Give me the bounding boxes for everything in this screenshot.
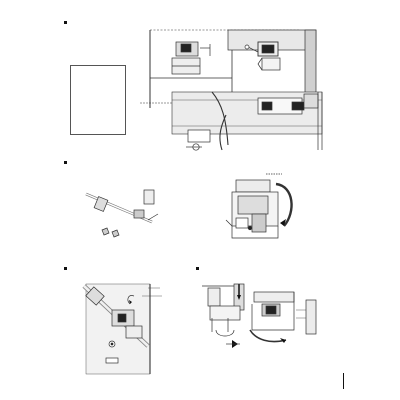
footer-bar xyxy=(343,373,344,389)
s1-drawing xyxy=(140,30,322,150)
section-header-4 xyxy=(196,266,201,272)
section-header-3 xyxy=(64,266,69,272)
bullet-icon xyxy=(196,267,199,270)
s3-drawing xyxy=(84,284,162,374)
bullet-icon xyxy=(64,267,67,270)
s4-drawing xyxy=(202,284,316,348)
bullet-icon xyxy=(64,161,67,164)
s2-drawing xyxy=(86,174,292,238)
legend-box xyxy=(70,65,126,135)
section-header-2 xyxy=(64,160,69,166)
bullet-icon xyxy=(64,21,67,24)
section-header-1 xyxy=(64,20,69,26)
